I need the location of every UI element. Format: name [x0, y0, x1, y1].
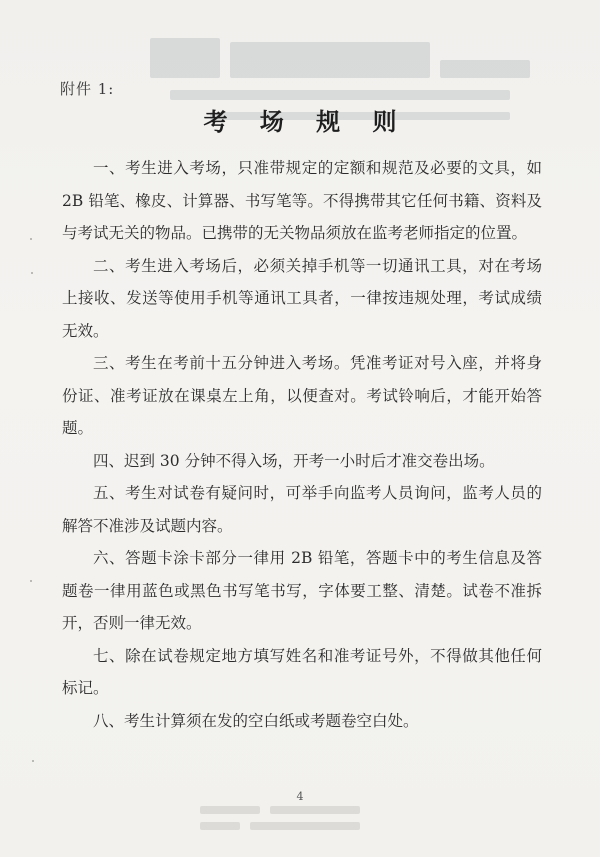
rule-paragraph: 一、考生进入考场，只准带规定的定额和规范及必要的文具，如 2B 铅笔、橡皮、计算器、书写笔等。不得携带其它任何书籍、资料及与考试无关的物品。已携带的无关物品须放在监考老师指定的位置。	[62, 159, 542, 242]
rule-paragraph: 三、考生在考前十五分钟进入考场。凭准考证对号入座，并将身份证、准考证放在课桌左上角，以便查对。考试铃响后，才能开始答题。	[62, 354, 542, 437]
annex-label: 附件 1:	[60, 80, 115, 98]
page-number: 4	[296, 790, 304, 803]
page-title: 考 场 规 则	[203, 107, 409, 136]
rules-body	[62, 152, 542, 737]
rule-paragraph: 六、答题卡涂卡部分一律用 2B 铅笔，答题卡中的考生信息及答题卷一律用蓝色或黑色书写笔书写，字体要工整、清楚。试卷不准拆开，否则一律无效。	[62, 549, 542, 632]
margin-speck	[32, 760, 34, 762]
rule-paragraph: 五、考生对试卷有疑问时，可举手向监考人员询问，监考人员的解答不准涉及试题内容。	[62, 484, 542, 535]
rule-paragraph: 四、迟到 30 分钟不得入场，开考一小时后才准交卷出场。	[93, 451, 495, 470]
margin-speck	[31, 272, 33, 274]
margin-speck	[30, 238, 32, 240]
rule-paragraph: 八、考生计算须在发的空白纸或考题卷空白处。	[93, 711, 419, 730]
rule-paragraph: 七、除在试卷规定地方填写姓名和准考证号外，不得做其他任何标记。	[62, 646, 542, 697]
rule-paragraph: 二、考生进入考场后，必须关掉手机等一切通讯工具，对在考场上接收、发送等使用手机等通讯工具者，一律按违规处理，考试成绩无效。	[62, 256, 542, 340]
margin-speck	[30, 580, 32, 582]
show-through-footer	[200, 800, 400, 840]
